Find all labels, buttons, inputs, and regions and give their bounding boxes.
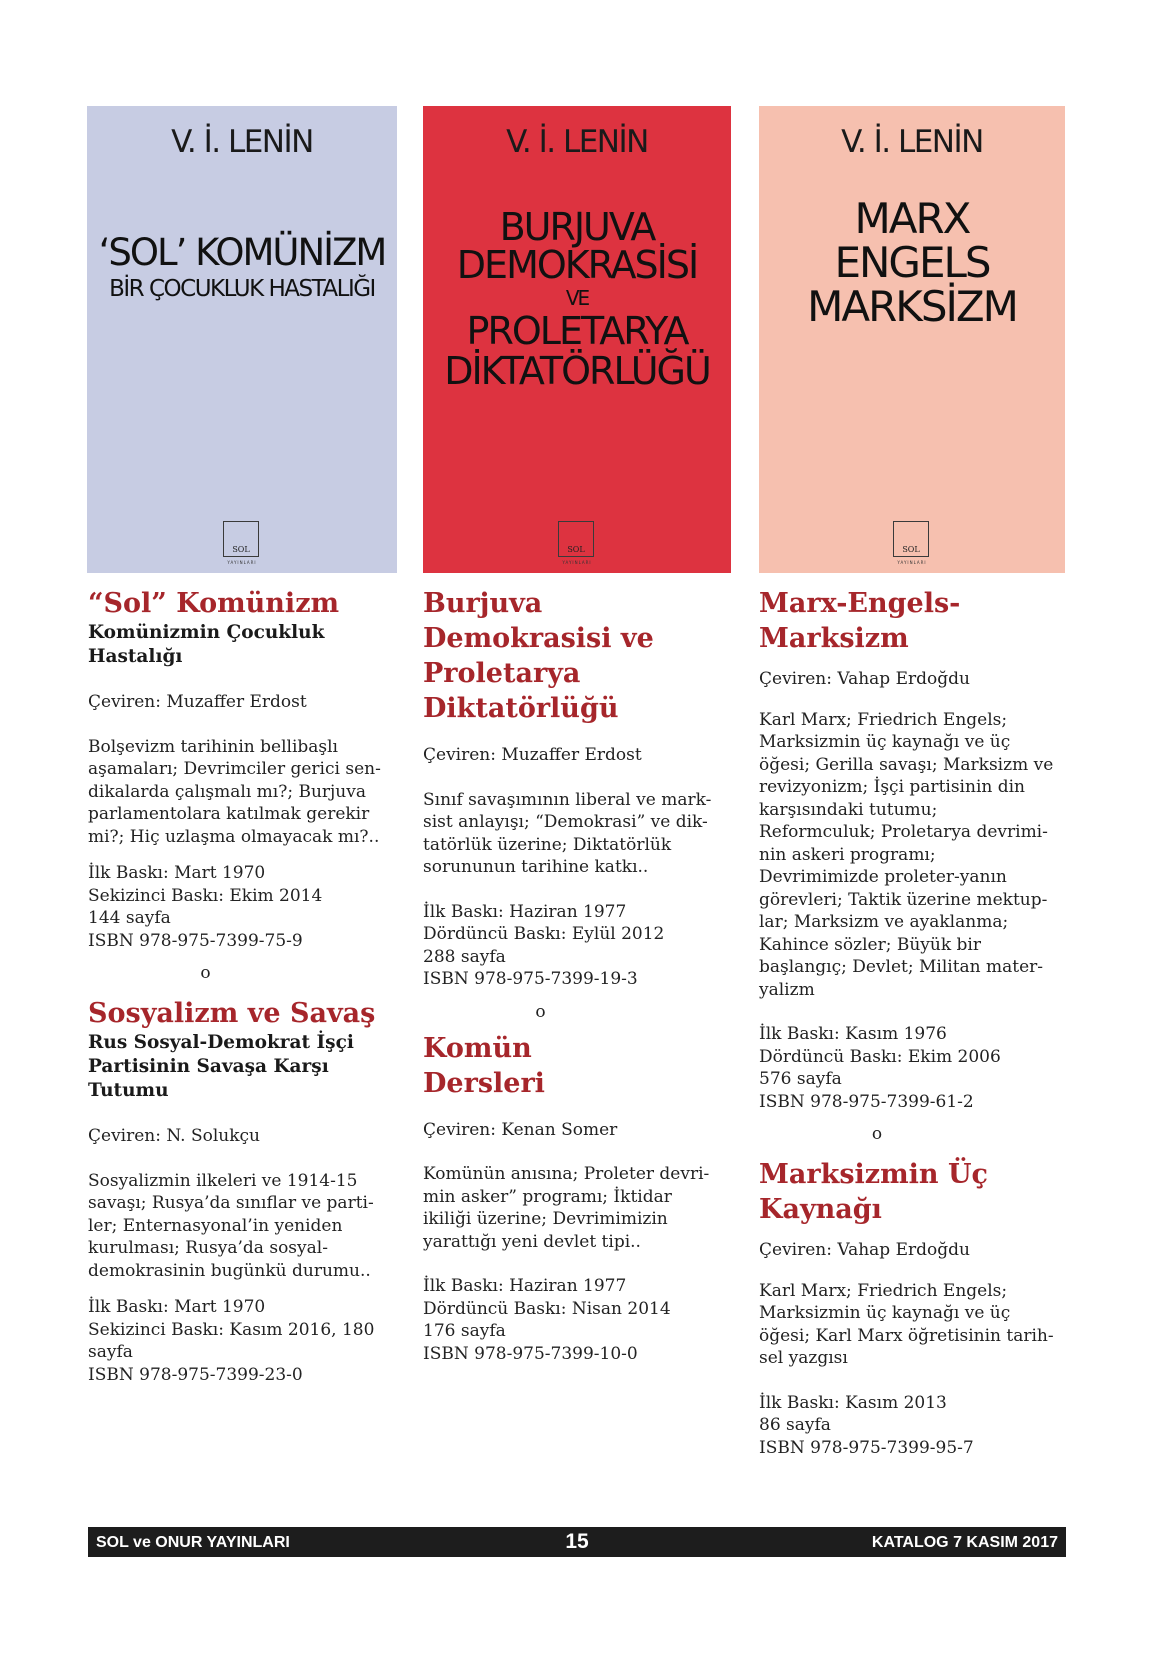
book-description: karşısındaki tutumu;	[759, 799, 938, 820]
book-info: İlk Baskı: Haziran 1977	[423, 1276, 627, 1296]
cover-author: V. İ. LENİN	[841, 124, 983, 160]
book-description: başlangıç; Devlet; Militan mater-	[759, 957, 1044, 977]
book-description: Reformculuk; Proletarya devrimi-	[759, 822, 1048, 842]
book-title: Diktatörlüğü	[423, 693, 619, 724]
publisher-logo: SOL	[893, 521, 929, 557]
book-description: ikiliği üzerine; Devrimimizin	[423, 1209, 668, 1229]
book-translator: Çeviren: Kenan Somer	[423, 1119, 618, 1140]
book-cover-sol-komunizm	[87, 106, 397, 573]
book-info: İlk Baskı: Haziran 1977	[423, 901, 627, 922]
book-title: “Sol” Komünizm	[88, 588, 340, 619]
book-info: İlk Baskı: Kasım 1976	[759, 1024, 947, 1044]
book-description: Devrimimizde proleter-yanın	[759, 867, 1007, 887]
book-column-2	[423, 586, 728, 1365]
cover-title-line: BURJUVA	[499, 205, 655, 249]
book-description: Kahince sözler; Büyük bir	[759, 934, 981, 955]
publisher-logo: SOL	[558, 521, 594, 557]
book-description: Sosyalizmin ilkeleri ve 1914-15	[88, 1170, 358, 1191]
book-subtitle: Hastalığı	[88, 646, 183, 667]
book-info: İlk Baskı: Kasım 2013	[759, 1392, 947, 1413]
cover-title-line: ENGELS	[834, 238, 990, 287]
book-info: 176 sayfa	[423, 1321, 506, 1341]
cover-author: V. İ. LENİN	[171, 124, 313, 160]
cover-title-line: VE	[565, 286, 589, 310]
book-info: ISBN 978-975-7399-10-0	[423, 1343, 638, 1364]
book-info: ISBN 978-975-7399-19-3	[423, 969, 638, 989]
cover-title-line: PROLETARYA	[466, 309, 688, 353]
book-title: Burjuva	[423, 588, 543, 619]
separator: o	[871, 1124, 883, 1144]
book-description: parlamentolara katılmak gerekir	[88, 804, 370, 824]
cover-title-line: MARKSİZM	[807, 282, 1017, 331]
book-description: kurulması; Rusya’da sosyal-	[88, 1238, 328, 1258]
cover-title-line: DEMOKRASİSİ	[456, 243, 698, 287]
book-info: ISBN 978-975-7399-95-7	[759, 1437, 974, 1458]
book-info: 576 sayfa	[759, 1069, 842, 1089]
book-subtitle: Partisinin Savaşa Karşı	[88, 1056, 329, 1077]
book-description: Bolşevizm tarihinin bellibaşlı	[88, 736, 338, 757]
book-title: Demokrasisi ve	[423, 623, 654, 654]
book-title: Dersleri	[423, 1067, 545, 1099]
book-entry	[88, 586, 393, 952]
book-description: görevleri; Taktik üzerine mektup-	[759, 889, 1048, 910]
cover-author: V. İ. LENİN	[506, 124, 648, 160]
book-description: Marksizmin üç kaynağı ve üç	[759, 732, 1011, 752]
publisher-logo-sub: YAYINLARI	[227, 560, 257, 565]
book-title: Kaynağı	[759, 1194, 882, 1225]
book-description: lar; Marksizm ve ayaklanma;	[759, 912, 1009, 932]
book-entry	[88, 996, 393, 1386]
book-description: Karl Marx; Friedrich Engels;	[759, 709, 1008, 730]
book-description: tatörlük üzerine; Diktatörlük	[423, 834, 672, 855]
book-description: öğesi; Karl Marx öğretisinin tarih-	[759, 1325, 1054, 1346]
book-info: Dördüncü Baskı: Eylül 2012	[423, 924, 665, 944]
cover-title-line: ‘SOL’ KOMÜNİZM	[98, 231, 386, 274]
book-info: ISBN 978-975-7399-61-2	[759, 1091, 974, 1112]
separator: o	[535, 1001, 546, 1022]
book-info: Dördüncü Baskı: Nisan 2014	[423, 1298, 671, 1319]
page-number: 15	[565, 1530, 589, 1553]
book-entry	[759, 586, 1065, 1113]
book-column-3	[759, 586, 1065, 1459]
book-column-1	[88, 586, 393, 1386]
book-info: 86 sayfa	[759, 1415, 831, 1435]
book-subtitle: Rus Sosyal-Demokrat İşçi	[88, 1032, 354, 1053]
book-info: İlk Baskı: Mart 1970	[88, 1297, 266, 1317]
book-info: 144 sayfa	[88, 908, 171, 928]
book-description: yarattığı yeni devlet tipi..	[423, 1231, 641, 1252]
book-description: savaşı; Rusya’da sınıflar ve parti-	[88, 1193, 374, 1213]
book-info: sayfa	[88, 1342, 133, 1362]
book-title: Komün	[423, 1032, 532, 1064]
footer-publisher: SOL ve ONUR YAYINLARI	[96, 1534, 290, 1551]
cover-title-line: BİR ÇOCUKLUK HASTALIĞI	[109, 276, 375, 302]
publisher-logo: SOL	[223, 521, 259, 557]
book-entry	[759, 1157, 1065, 1459]
book-subtitle: Komünizmin Çocukluk	[88, 622, 325, 643]
book-description: aşamaları; Devrimciler gerici sen-	[88, 759, 381, 779]
publisher-logo-sub: YAYINLARI	[897, 560, 927, 565]
page-footer	[88, 1527, 1066, 1557]
book-description: nin askeri programı;	[759, 844, 936, 865]
book-description: sorununun tarihine katkı..	[423, 857, 649, 877]
book-description: ler; Enternasyonal’in yeniden	[88, 1215, 343, 1236]
book-cover-burjuva-demokrasisi	[423, 106, 731, 573]
book-description: sel yazgısı	[759, 1348, 848, 1368]
book-description: revizyonizm; İşçi partisinin din	[759, 777, 1025, 797]
book-translator: Çeviren: Vahap Erdoğdu	[759, 1240, 970, 1260]
book-title: Sosyalizm ve Savaş	[88, 998, 376, 1029]
book-description: öğesi; Gerilla savaşı; Marksizm ve	[759, 754, 1054, 775]
book-info: Sekizinci Baskı: Kasım 2016, 180	[88, 1319, 375, 1340]
book-entry	[423, 586, 728, 991]
book-description: yalizm	[759, 979, 815, 1000]
book-entry	[423, 1031, 728, 1366]
book-title: Marksizm	[759, 623, 909, 654]
book-translator: Çeviren: N. Solukçu	[88, 1126, 261, 1146]
book-description: mi?; Hiç uzlaşma olmayacak mı?..	[88, 826, 380, 847]
book-description: Komünün anısına; Proleter devri-	[423, 1164, 710, 1184]
book-cover-marx-engels-marksizm	[759, 106, 1065, 573]
book-translator: Çeviren: Muzaffer Erdost	[423, 745, 642, 765]
book-info: Dördüncü Baskı: Ekim 2006	[759, 1046, 1001, 1067]
book-translator: Çeviren: Vahap Erdoğdu	[759, 669, 970, 689]
book-description: Karl Marx; Friedrich Engels;	[759, 1280, 1008, 1301]
book-translator: Çeviren: Muzaffer Erdost	[88, 692, 307, 712]
publisher-logo-sub: YAYINLARI	[562, 560, 592, 565]
book-description: demokrasinin bugünkü durumu..	[88, 1260, 371, 1281]
book-title: Proletarya	[423, 658, 581, 689]
book-info: ISBN 978-975-7399-23-0	[88, 1364, 303, 1385]
book-title: Marx-Engels-	[759, 588, 961, 619]
book-info: Sekizinci Baskı: Ekim 2014	[88, 885, 323, 906]
cover-title-line: MARX	[854, 194, 970, 243]
cover-title-line: DİKTATÖRLÜĞÜ	[444, 349, 710, 393]
footer-catalog-date: KATALOG 7 KASIM 2017	[871, 1534, 1058, 1551]
book-info: 288 sayfa	[423, 946, 506, 967]
book-title: Marksizmin Üç	[759, 1159, 988, 1190]
book-description: sist anlayışı; “Demokrasi” ve dik-	[423, 812, 708, 832]
book-description: min asker” programı; İktidar	[423, 1186, 672, 1207]
book-description: Marksizmin üç kaynağı ve üç	[759, 1303, 1011, 1323]
book-description: dikalarda çalışmalı mı?; Burjuva	[88, 781, 366, 802]
book-info: ISBN 978-975-7399-75-9	[88, 930, 303, 951]
book-description: Sınıf savaşımının liberal ve mark-	[423, 789, 712, 810]
book-subtitle: Tutumu	[88, 1080, 169, 1101]
separator: o	[200, 963, 211, 983]
book-info: İlk Baskı: Mart 1970	[88, 863, 266, 883]
